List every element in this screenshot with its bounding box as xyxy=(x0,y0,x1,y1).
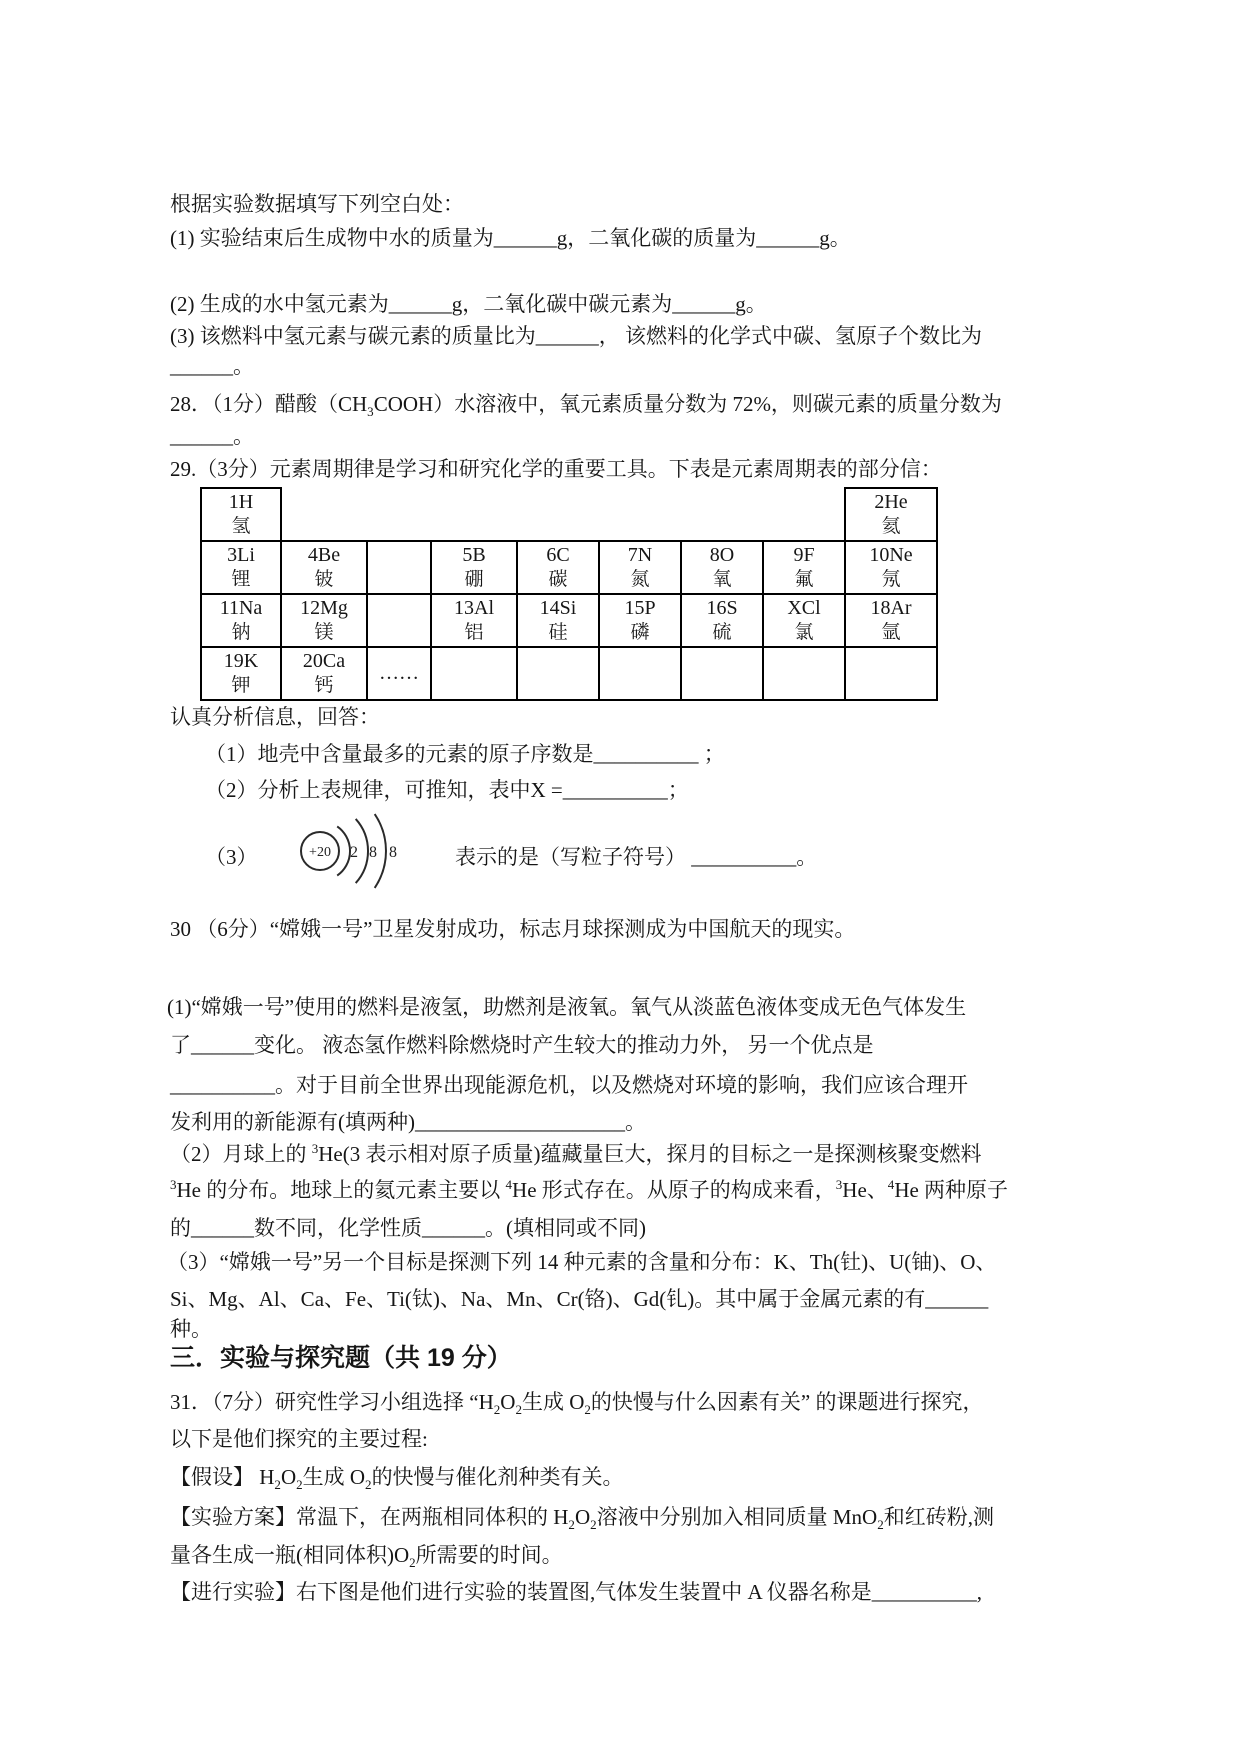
ptable-row-2 xyxy=(201,541,937,594)
ptable-cell: 19K 钾 xyxy=(201,647,281,700)
q29-analyze: 认真分析信息，回答： xyxy=(170,705,380,729)
ptable-cell: 3Li 锂 xyxy=(201,541,281,594)
q31-line-2: 以下是他们探究的主要过程: xyxy=(170,1427,428,1451)
ptable-cell-empty xyxy=(367,541,431,594)
ptable-cell: 5B 硼 xyxy=(431,541,517,594)
ptable-cell: 7N 氮 xyxy=(599,541,681,594)
q27-item-2: (2) 生成的水中氢元素为______g，二氧化碳中碳元素为______g。 xyxy=(170,292,767,316)
ptable-cell: 9F 氟 xyxy=(763,541,845,594)
q30-item-1-line-3: __________。对于目前全世界出现能源危机，以及燃烧对环境的影响，我们应该合理开 xyxy=(170,1073,968,1097)
ptable-cell-he: 2He 氦 xyxy=(845,488,937,541)
ptable-cell-empty xyxy=(367,594,431,647)
ptable-cell: 15P 磷 xyxy=(599,594,681,647)
shell-3-count: 8 xyxy=(389,844,397,861)
ptable-cell: 8O 氧 xyxy=(681,541,763,594)
q30-item-2-line-3: 的______数不同，化学性质______。(填相同或不同) xyxy=(170,1216,646,1240)
ptable-cell-ellipsis: …… xyxy=(367,647,431,700)
q31-plan-line-2: 量各生成一瓶(相同体积)$O_2$所需要的时间。 xyxy=(170,1543,563,1571)
q30-item-1-line-2: 了______变化。 液态氢作燃料除燃烧时产生较大的推动力外， 另一个优点是 xyxy=(170,1033,874,1057)
q30-item-1-line-1: (1)“嫦娥一号”使用的燃料是液氢，助燃剂是液氧。氧气从淡蓝色液体变成无色气体发生 xyxy=(167,995,967,1019)
q30-intro: 30 （6分）“嫦娥一号”卫星发射成功，标志月球探测成为中国航天的现实。 xyxy=(170,917,856,941)
q27-item-3: (3) 该燃料中氢元素与碳元素的质量比为______， 该燃料的化学式中碳、氢原子个数比为 xyxy=(170,324,982,348)
q30-item-3-line-3: 种。 xyxy=(170,1317,212,1341)
q28-line-1: 28．（1分）醋酸$(CH_3COOH)$水溶液中，氧元素质量分数为 72%，则碳元素的质量分数为 xyxy=(170,392,1002,420)
q29-item-3-label: （3） xyxy=(205,845,258,869)
q31-line-1: 31．（7分）研究性学习小组选择 “$H_2O_2$生成 $O_2$的快慢与什么因素有关” 的课题进行探究， xyxy=(170,1390,984,1418)
ptable-cell-empty xyxy=(845,647,937,700)
q30-item-2-line-1: （2）月球上的 $^3$He(3 表示相对原子质量)蕴藏量巨大，探月的目标之一是探测核聚变燃料 xyxy=(170,1141,982,1166)
q30-item-3-line-2: Si、Mg、Al、Ca、Fe、Ti(钛)、Na、Mn、Cr(铬)、Gd(钆)。其中属于金属元素的有______ xyxy=(170,1287,989,1311)
q31-plan-line-1: 【实验方案】常温下，在两瓶相同体积的 $H_2O_2$溶液中分别加入相同质量 MnO$_2$和红砖粉,测 xyxy=(170,1505,994,1533)
periodic-table xyxy=(200,487,938,701)
ptable-cell: 20Ca 钙 xyxy=(281,647,367,700)
q31-hypothesis: 【假设】 $H_2O_2$生成 $O_2$的快慢与催化剂种类有关。 xyxy=(170,1465,624,1493)
ptable-row-4 xyxy=(201,647,937,700)
atomic-structure-diagram xyxy=(293,808,428,900)
q29-item-3-text: 表示的是（写粒子符号） __________。 xyxy=(455,845,818,869)
shell-1-count: 2 xyxy=(350,844,358,861)
q30-item-1-line-4: 发利用的新能源有(填两种)____________________。 xyxy=(170,1110,646,1134)
q29-intro: 29.（3分）元素周期律是学习和研究化学的重要工具。下表是元素周期表的部分信： xyxy=(170,457,942,481)
ptable-cell-h: 1H 氢 xyxy=(201,488,281,541)
ptable-cell: 10Ne 氖 xyxy=(845,541,937,594)
ptable-cell: 4Be 铍 xyxy=(281,541,367,594)
q30-item-2-line-2: $^3$He 的分布。地球上的氦元素主要以 $^4$He 形式存在。从原子的构成来看，$^3$He、$^4$He 两种原子 xyxy=(170,1177,1009,1202)
q29-item-2: （2）分析上表规律，可推知，表中X =__________； xyxy=(205,778,689,802)
ptable-cell: 18Ar 氩 xyxy=(845,594,937,647)
shell-2-count: 8 xyxy=(369,844,377,861)
q27-intro: 根据实验数据填写下列空白处： xyxy=(170,192,464,216)
ptable-cell-empty xyxy=(517,647,599,700)
ptable-cell: 6C 碳 xyxy=(517,541,599,594)
ptable-cell-empty xyxy=(599,647,681,700)
ptable-cell: 13Al 铝 xyxy=(431,594,517,647)
section-3-heading: 三．实验与探究题（共 19 分） xyxy=(170,1344,512,1372)
q29-item-1: （1）地壳中含量最多的元素的原子序数是__________ ； xyxy=(205,742,725,766)
ptable-cell: 14Si 硅 xyxy=(517,594,599,647)
nucleus-charge-label: +20 xyxy=(309,845,331,860)
ptable-cell-empty xyxy=(763,647,845,700)
q27-item-3-blank: ______。 xyxy=(170,354,254,378)
ptable-cell: 16S 硫 xyxy=(681,594,763,647)
ptable-cell-empty xyxy=(681,647,763,700)
ptable-cell: 11Na 钠 xyxy=(201,594,281,647)
ptable-row-3 xyxy=(201,594,937,647)
q30-item-3-line-1: （3）“嫦娥一号”另一个目标是探测下列 14 种元素的含量和分布：K、Th(钍)、U(铀)、O、 xyxy=(167,1250,997,1274)
ptable-row-1 xyxy=(201,488,937,541)
ptable-cell: 12Mg 镁 xyxy=(281,594,367,647)
q31-experiment-line-1: 【进行实验】右下图是他们进行实验的装置图,气体发生装置中 A 仪器名称是__________, xyxy=(170,1580,983,1604)
ptable-cell: XCl 氯 xyxy=(763,594,845,647)
q27-item-1: (1) 实验结束后生成物中水的质量为______g，二氧化碳的质量为______g。 xyxy=(170,226,851,250)
ptable-cell-empty xyxy=(431,647,517,700)
q28-blank-line: ______。 xyxy=(170,424,254,448)
ptable-row1-spacer xyxy=(281,488,845,541)
